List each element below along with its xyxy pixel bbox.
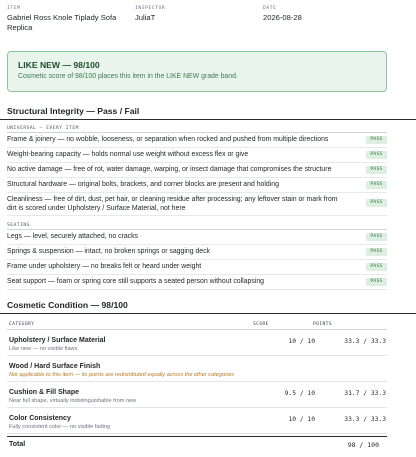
checklist-text: Structural hardware — original bolts, brackets, and corner blocks are present and holding xyxy=(7,181,279,188)
checklist-text: No active damage — free of rot, water damage, warping, or insect damage that compromises the structure xyxy=(7,166,332,173)
item-value: Gabriel Ross Knole Tiplady Sofa Replica xyxy=(7,13,117,32)
inspector-label: INSPECTOR xyxy=(135,6,166,11)
total-label: Total xyxy=(9,441,26,448)
column-header-category: CATEGORY xyxy=(9,322,35,327)
checklist-text: Weight-bearing capacity — holds normal use weight without excess flex or give xyxy=(7,151,249,158)
checklist-item xyxy=(7,151,387,163)
date-field xyxy=(263,6,383,23)
date-value: 2026-08-28 xyxy=(263,13,302,22)
item-field xyxy=(7,6,127,32)
table-row xyxy=(7,332,387,356)
pass-badge: PASS xyxy=(366,199,387,207)
group-label-seating: SEATING xyxy=(7,223,30,228)
cosmetic-section-title: Cosmetic Condition — 98/100 xyxy=(7,300,128,310)
points-value: 33.3 / 33.3 xyxy=(344,338,386,345)
pass-badge: PASS xyxy=(366,151,387,159)
checklist-item xyxy=(7,181,387,193)
checklist-text: Seat support — foam or spring core still supports a seated person without collapsing xyxy=(7,278,265,285)
pass-badge: PASS xyxy=(366,233,387,241)
column-header-points: POINTS xyxy=(313,322,332,327)
pass-badge: PASS xyxy=(366,278,387,286)
item-label: ITEM xyxy=(7,6,21,11)
pass-badge: PASS xyxy=(366,181,387,189)
category-name: Cushion & Fill Shape xyxy=(9,389,80,396)
inspector-value: JuliaT xyxy=(135,13,156,22)
points-value: 31.7 / 33.3 xyxy=(344,390,386,397)
pass-badge: PASS xyxy=(366,136,387,144)
total-value: 98 / 100 xyxy=(347,441,379,449)
pass-badge: PASS xyxy=(366,263,387,271)
checklist-text: Frame under upholstery — no breaks felt or heard under weight xyxy=(7,263,202,270)
section-divider xyxy=(0,313,416,314)
score-value: 10 / 10 xyxy=(288,416,315,423)
score-value: 9.5 / 10 xyxy=(284,390,315,397)
category-note: Like new — no visible flaws xyxy=(9,346,78,352)
checklist-item xyxy=(7,233,387,245)
report-header xyxy=(7,6,409,38)
grade-subtitle: Cosmetic score of 98/100 places this item in the LIKE NEW grade band. xyxy=(18,73,238,80)
table-row xyxy=(7,410,387,434)
checklist-item xyxy=(7,263,387,275)
checklist-item xyxy=(7,278,387,290)
pass-badge: PASS xyxy=(366,248,387,256)
category-name: Wood / Hard Surface Finish xyxy=(9,363,101,370)
group-label-universal: UNIVERSAL — EVERY ITEM xyxy=(7,126,79,131)
category-note: Near full shape, virtually indistinguishable from new xyxy=(9,398,137,404)
grade-title: LIKE NEW — 98/100 xyxy=(18,60,100,70)
category-note: Not applicable to this item — its points are redistributed equally across the other categories xyxy=(9,372,235,378)
structural-section-title: Structural Integrity — Pass / Fail xyxy=(7,106,140,116)
group-divider xyxy=(7,229,387,230)
table-row xyxy=(7,358,387,382)
total-divider xyxy=(7,436,387,437)
checklist-item xyxy=(7,136,387,148)
section-divider xyxy=(0,119,416,120)
checklist-text: Cleanliness — free of dirt, dust, pet hair, or cleaning residue after processing; any leftover stain or mark from dirt is scored under Upholstery / Surface Material, not here xyxy=(7,196,338,212)
category-note: Fully consistent color — no visible fading xyxy=(9,424,111,430)
checklist-text: Frame & joinery — no wobble, looseness, or separation when rocked and pushed from multiple directions xyxy=(7,136,329,143)
date-label: DATE xyxy=(263,6,277,11)
checklist-item xyxy=(7,166,387,178)
checklist-item xyxy=(7,196,387,216)
group-divider xyxy=(7,132,387,133)
checklist-text: Legs — level, securely attached, no cracks xyxy=(7,233,138,240)
table-header-divider xyxy=(7,329,387,330)
checklist-text: Springs & suspension — intact, no broken springs or sagging deck xyxy=(7,248,211,255)
score-value: 10 / 10 xyxy=(288,338,315,345)
column-header-score: SCORE xyxy=(253,322,269,327)
pass-badge: PASS xyxy=(366,166,387,174)
table-row xyxy=(7,384,387,408)
category-name: Color Consistency xyxy=(9,415,71,422)
grade-banner xyxy=(7,51,387,92)
category-name: Upholstery / Surface Material xyxy=(9,337,106,344)
inspector-field xyxy=(135,6,245,23)
checklist-item xyxy=(7,248,387,260)
points-value: 33.3 / 33.3 xyxy=(344,416,386,423)
